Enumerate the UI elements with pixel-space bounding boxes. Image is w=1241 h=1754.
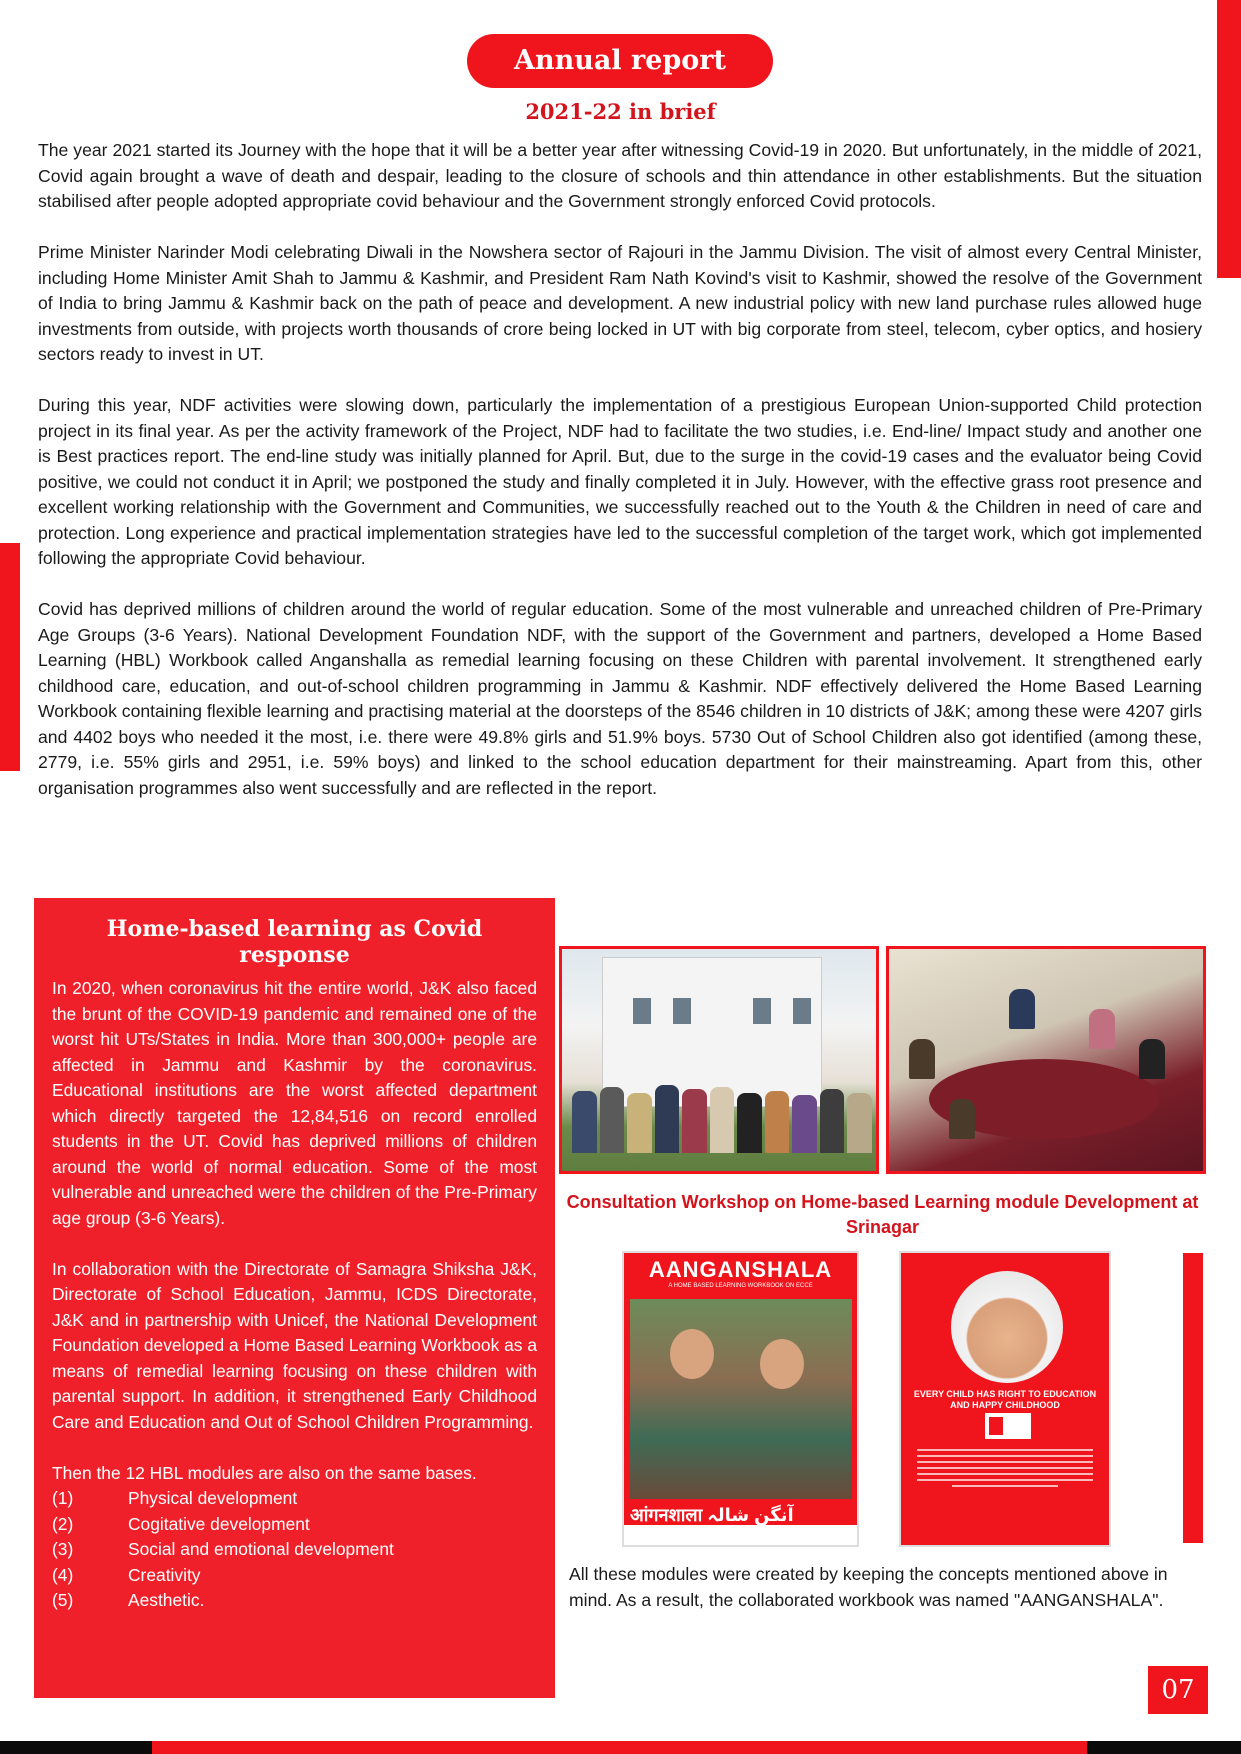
person-figure (765, 1091, 790, 1153)
workbook-hindi-title: आंगनशाला آنگن شالہ (630, 1505, 794, 1525)
module-list (52, 1486, 537, 1614)
left-edge-accent-bar (0, 543, 20, 771)
module-number: (4) (52, 1564, 74, 1585)
module-number: (2) (52, 1513, 74, 1534)
chair-shape (1089, 1009, 1115, 1049)
logo-strip (624, 1525, 857, 1545)
person-figure (820, 1089, 845, 1153)
right-accent-bar (1183, 1253, 1203, 1543)
modules-intro: Then the 12 HBL modules are also on the same bases. (52, 1462, 477, 1483)
panel-paragraph-1: In 2020, when coronavirus hit the entire world, J&K also faced the brunt of the COVID-19 pandemic and remained one of the worst hit UTs/States in India. More than 300,000+ people are affected in Jammu and Kashmir by the coronavirus. Educational institutions are the worst affected department which directly targeted the 12,84,516 on record enrolled students in the UT. Covid has deprived millions of children around the world of normal education. Some of the most vulnerable and unreached were the children of the Pre-Primary age group (3-6 Years). (52, 978, 537, 1228)
person-figure (682, 1089, 707, 1153)
person-figure (655, 1085, 680, 1153)
intro-paragraph-3: During this year, NDF activities were slowing down, particularly the implementation of a prestigious European Union-supported Child protection project in its final year. As per the activity framework of the Project, NDF had to facilitate the two studies, i.e. End-line/ Impact study and another one is Best practices report. The end-line study was initially planned for April. But, due to the surge in the covid-19 cases and the evaluator being Covid positive, we could not conduct it in April; we postponed the study and finally completed it in July. However, with the effective grass root presence and excellent working relationship with the Government and Communities, we successfully reached out to the Youth & the Children in need of care and protection. Long experience and practical implementation strategies have led to the successful completion of the target work, which got implemented following the appropriate Covid behaviour. (38, 395, 1202, 568)
panel-text (52, 976, 537, 1614)
module-item (52, 1588, 537, 1614)
window-shape (753, 998, 771, 1024)
module-label: Creativity (128, 1564, 201, 1585)
module-item (52, 1563, 537, 1589)
person-figure (847, 1093, 872, 1153)
panel-paragraph-2: In collaboration with the Directorate of Samagra Shiksha J&K, Directorate of School Education, Jammu, ICDS Directorate, J&K and in partnership with Unicef, the National Development Foundation developed a Home Based Learning Workbook as a means of remedial learning focusing on these children with parental support. In addition, it strengthened Early Childhood Care and Education and Out of School Children Programming. (52, 1258, 538, 1432)
right-edge-accent-bar (1217, 0, 1241, 278)
workbook-back-cover (899, 1251, 1111, 1547)
module-number: (3) (52, 1539, 74, 1559)
chair-shape (1139, 1039, 1165, 1079)
workbook-cover (622, 1251, 859, 1547)
footer-bar-center (152, 1741, 1087, 1754)
workshop-photo (886, 946, 1206, 1174)
home-learning-panel (34, 898, 555, 1698)
workbook-title: AANGANSHALA (648, 1257, 833, 1282)
child-face (670, 1329, 714, 1379)
intro-paragraph-4: Covid has deprived millions of children around the world of regular education. Some of the most vulnerable and unreached children of Pre-Primary Age Groups (3-6 Years). National Development Foundation NDF, with the support of the Government and partners, developed a Home Based Learning (HBL) Workbook called Anganshalla as remedial learning focusing on these Children with parental involvement. It strengthened early childhood care, education, and out-of-school children programming in Jammu & Kashmir. NDF effectively delivered the Home Based Learning Workbook containing flexible learning and practising material at the doorsteps of the 8546 children in 10 districts of J&K; among these were 4207 girls and 4402 boys who needed it the most, i.e. there were 49.8% girls and 51.9% boys. 5730 Out of School Children also got identified (among these, 2779, i.e. 55% girls and 2951, i.e. 59% boys) and linked to the school education department for their mainstreaming. Apart from this, other organisation programmes also went successfully and are reflected in the report. (38, 599, 1202, 798)
person-figure (600, 1087, 625, 1153)
footer-bar-left (0, 1741, 152, 1754)
module-label: Cogitative development (128, 1513, 310, 1534)
chair-shape (909, 1039, 935, 1079)
person-figure (737, 1093, 762, 1153)
module-item (52, 1537, 537, 1563)
back-cover-slogan: EVERY CHILD HAS RIGHT TO EDUCATION AND HAPPY CHILDHOOD (913, 1389, 1097, 1410)
footer-bar-right (1087, 1741, 1241, 1754)
person-figure (572, 1091, 597, 1153)
photo-caption: Consultation Workshop on Home-based Learning module Development at Srinagar (566, 1192, 1199, 1237)
module-label: Social and emotional development (128, 1539, 394, 1559)
intro-paragraph-2: Prime Minister Narinder Modi celebrating Diwali in the Nowshera sector of Rajouri in the Jammu Division. The visit of almost every Central Minister, including Home Minister Amit Shah to Jammu & Kashmir, and President Ram Nath Kovind's visit to Kashmir, showed the resolve of the Government of India to bring Jammu & Kashmir back on the path of peace and development. A new industrial policy with new land purchase rules allowed huge investments from outside, with projects worth thousands of crore being locked in UT with big corporate from steel, telecom, cyber optics, and hosiery sectors ready to invest in UT. (38, 242, 1202, 364)
chair-shape (949, 1099, 975, 1139)
person-figure (792, 1095, 817, 1153)
page-number: 07 (1148, 1666, 1208, 1714)
module-number: (5) (52, 1590, 74, 1610)
module-item (52, 1486, 537, 1512)
person-figure (627, 1093, 652, 1153)
chair-shape (1009, 989, 1035, 1029)
fine-print (917, 1449, 1093, 1491)
module-number: (1) (52, 1488, 74, 1508)
window-shape (793, 998, 811, 1024)
ndf-logo-icon (985, 1413, 1031, 1439)
girl-portrait (951, 1271, 1063, 1383)
module-item (52, 1512, 537, 1538)
panel-title: Home-based learning as Covid response (106, 916, 483, 968)
module-label: Aesthetic. (128, 1590, 205, 1610)
intro-paragraph-1: The year 2021 started its Journey with the hope that it will be a better year after witnessing Covid-19 in 2020. But unfortunately, in the middle of 2021, Covid again brought a wave of death and despair, leading to the closure of schools and thin attendance in other establishments. But the situation stabilised after people adopted appropriate covid behaviour and the Government strongly enforced Covid protocols. (38, 140, 1202, 211)
intro-text (38, 138, 1202, 827)
module-label: Physical development (128, 1488, 298, 1508)
window-shape (673, 998, 691, 1024)
children-photo (630, 1299, 852, 1499)
person-figure (710, 1087, 735, 1153)
window-shape (633, 998, 651, 1024)
workbook-subtitle: A HOME BASED LEARNING WORKBOOK ON ECCE (668, 1283, 813, 1289)
closing-text: All these modules were created by keeping the concepts mentioned above in mind. As a result, the collaborated workbook was named "AANGANSHALA". (569, 1564, 1168, 1610)
child-face (760, 1339, 804, 1389)
report-subtitle: 2021-22 in brief (525, 99, 716, 124)
report-title: Annual report (467, 34, 773, 88)
people-group (572, 1083, 872, 1153)
group-photo (559, 946, 879, 1174)
